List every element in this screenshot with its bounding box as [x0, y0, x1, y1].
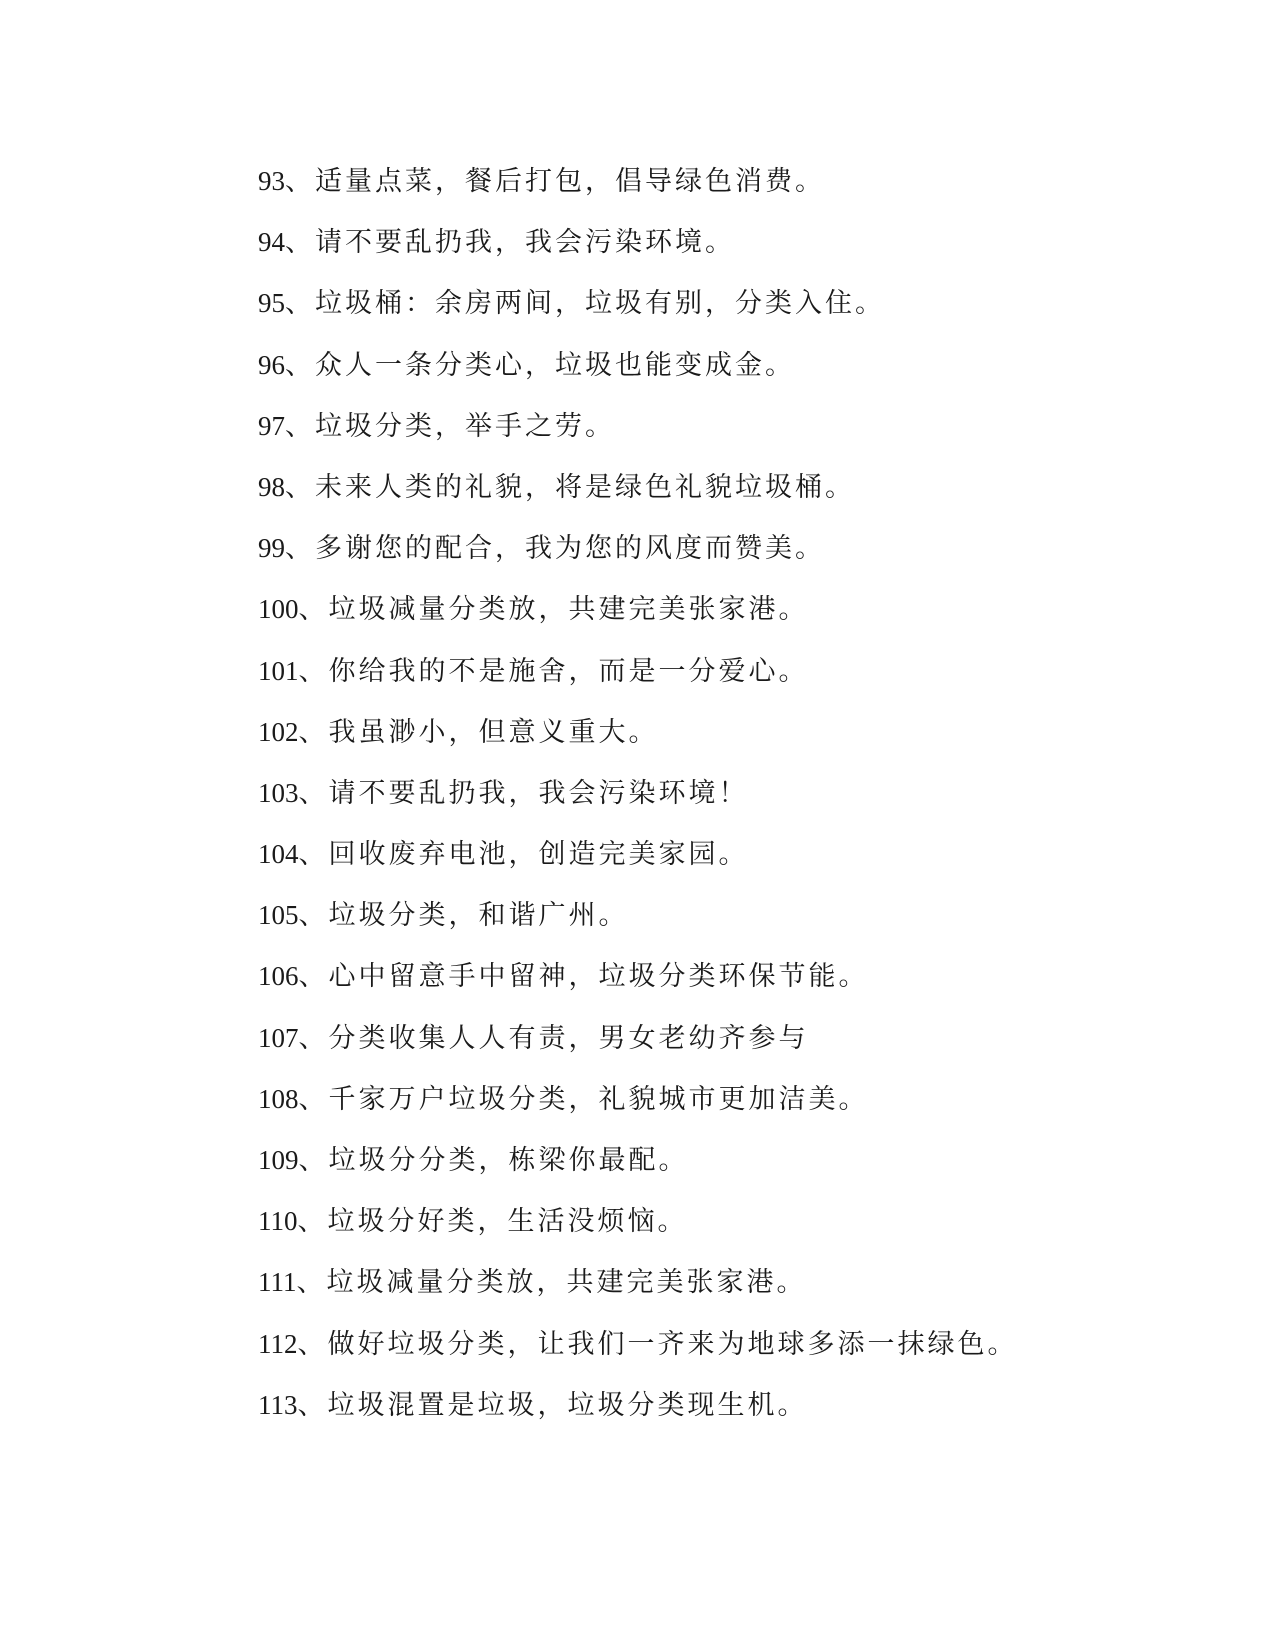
list-item: [258, 775, 1018, 836]
item-text: 众人一条分类心，垃圾也能变成金。: [315, 349, 795, 381]
list-item: [258, 285, 1018, 346]
item-number: 95: [258, 288, 285, 319]
item-separator: 、: [285, 288, 315, 320]
item-number: 105: [258, 900, 299, 931]
item-number: 104: [258, 839, 299, 870]
item-separator: 、: [285, 166, 315, 197]
item-number: 110: [258, 1206, 298, 1237]
item-text: 垃圾分类，举手之劳。: [315, 410, 615, 442]
item-text: 垃圾分类，和谐广州。: [328, 900, 629, 932]
item-number: 93: [258, 166, 285, 196]
item-text: 回收废弃电池，创造完美家园。: [328, 839, 749, 871]
item-text: 适量点菜，餐后打包，倡导绿色消费。: [315, 166, 825, 197]
item-number: 97: [258, 410, 285, 441]
item-text: 请不要乱扔我，我会污染环境。: [315, 227, 735, 259]
item-separator: 、: [297, 1389, 328, 1421]
list-item: [258, 1142, 1018, 1203]
item-text: 未来人类的礼貌，将是绿色礼貌垃圾桶。: [315, 471, 855, 503]
item-separator: 、: [296, 1267, 327, 1299]
item-number: 109: [258, 1145, 299, 1175]
list-item: [258, 408, 1018, 469]
item-text: 垃圾桶：余房两间，垃圾有别，分类入住。: [315, 288, 885, 320]
list-item: [258, 1264, 1018, 1325]
item-separator: 、: [285, 471, 315, 503]
item-number: 113: [258, 1389, 298, 1420]
list-item: [258, 1387, 1018, 1448]
item-separator: 、: [298, 655, 329, 687]
list-item: [258, 1020, 1018, 1081]
item-separator: 、: [285, 349, 315, 381]
item-number: 103: [258, 777, 299, 808]
list-item: [258, 1203, 1018, 1264]
item-text: 我虽渺小，但意义重大。: [328, 716, 659, 748]
item-separator: 、: [285, 410, 315, 442]
item-text: 做好垃圾分类，让我们一齐来为地球多添一抹绿色。: [327, 1328, 1018, 1360]
item-text: 心中留意手中留神，垃圾分类环保节能。: [328, 961, 869, 993]
item-text: 垃圾减量分类放，共建完美张家港。: [328, 594, 809, 626]
list-item: [258, 836, 1018, 897]
list-item: [258, 469, 1018, 530]
list-item: [258, 591, 1018, 652]
item-number: 111: [258, 1267, 297, 1298]
item-number: 101: [258, 655, 299, 686]
list-item: [258, 897, 1018, 958]
item-number: 102: [258, 716, 299, 747]
item-number: 107: [258, 1022, 299, 1053]
item-text: 多谢您的配合，我为您的风度而赞美。: [315, 533, 825, 565]
item-separator: 、: [297, 1206, 328, 1238]
item-text: 千家万户垃圾分类，礼貌城市更加洁美。: [328, 1083, 869, 1115]
item-separator: 、: [298, 716, 329, 748]
item-separator: 、: [298, 594, 329, 626]
list-item: [258, 1081, 1018, 1142]
item-number: 99: [258, 533, 285, 564]
item-separator: 、: [298, 1145, 329, 1176]
item-separator: 、: [298, 1083, 329, 1115]
item-text: 分类收集人人有责，男女老幼齐参与: [328, 1022, 809, 1054]
list-item: [258, 530, 1018, 591]
item-separator: 、: [298, 1022, 329, 1054]
item-number: 100: [258, 594, 299, 625]
item-text: 垃圾分好类，生活没烦恼。: [327, 1206, 688, 1238]
item-text: 垃圾减量分类放，共建完美张家港。: [326, 1267, 807, 1299]
item-separator: 、: [285, 533, 315, 565]
slogan-list: [258, 163, 1018, 1448]
list-item: [258, 347, 1018, 408]
item-text: 请不要乱扔我，我会污染环境！: [328, 777, 749, 809]
list-item: [258, 958, 1018, 1019]
item-separator: 、: [297, 1328, 328, 1360]
list-item: [258, 163, 1018, 224]
item-number: 98: [258, 471, 285, 502]
item-separator: 、: [298, 961, 329, 993]
item-separator: 、: [298, 900, 329, 932]
item-separator: 、: [298, 839, 329, 871]
item-text: 垃圾混置是垃圾，垃圾分类现生机。: [327, 1389, 808, 1421]
item-text: 你给我的不是施舍，而是一分爱心。: [328, 655, 809, 687]
item-number: 112: [258, 1328, 298, 1359]
item-number: 94: [258, 227, 285, 258]
list-item: [258, 653, 1018, 714]
item-separator: 、: [285, 227, 315, 259]
item-number: 108: [258, 1083, 299, 1114]
list-item: [258, 714, 1018, 775]
item-number: 96: [258, 349, 285, 380]
item-number: 106: [258, 961, 299, 992]
list-item: [258, 1326, 1018, 1387]
item-separator: 、: [298, 777, 329, 809]
item-text: 垃圾分分类，栋梁你最配。: [328, 1145, 689, 1176]
list-item: [258, 224, 1018, 285]
